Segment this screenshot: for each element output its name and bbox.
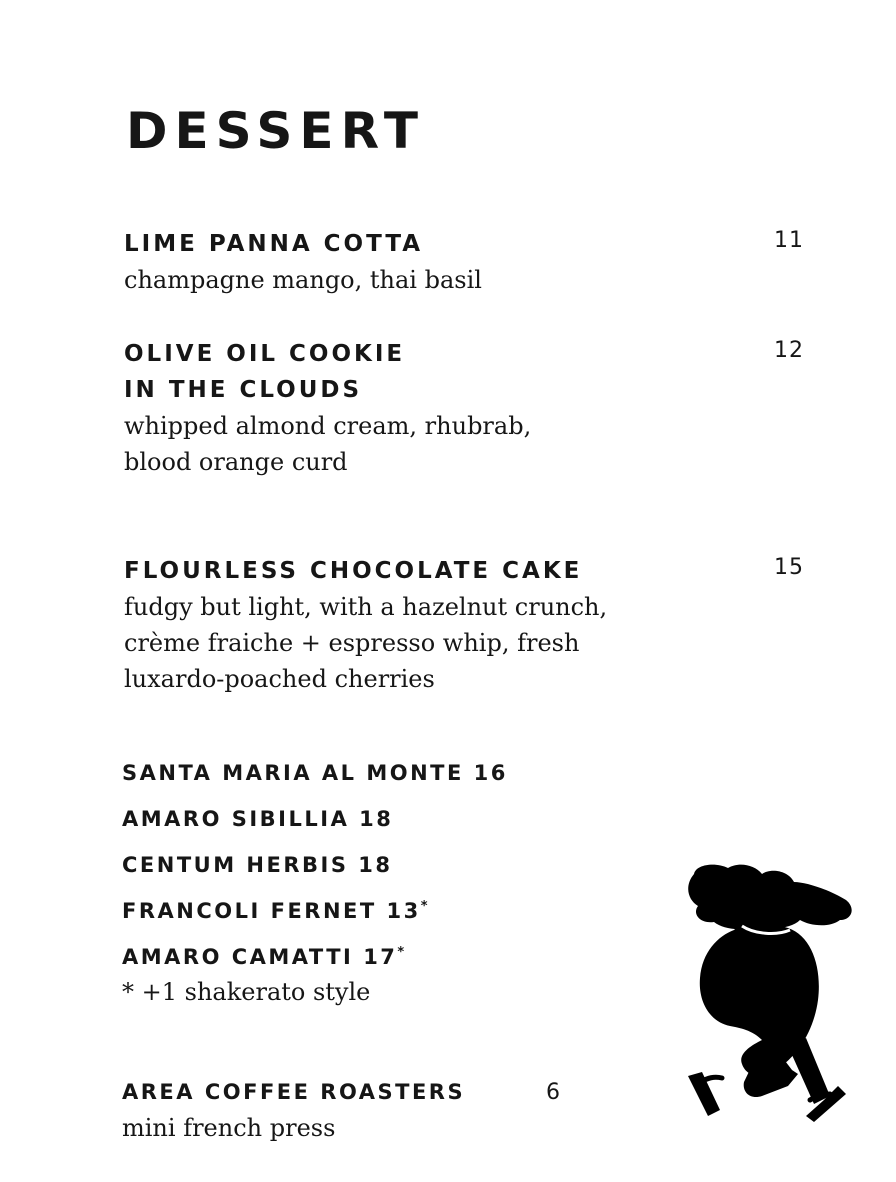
item-description: champagne mango, thai basil — [124, 266, 482, 294]
menu-item-flourless-chocolate-cake — [124, 553, 804, 697]
amaro-item: FRANCOLI FERNET 13* — [122, 899, 428, 923]
item-price: 12 — [774, 338, 804, 363]
item-price: 11 — [774, 228, 804, 253]
item-description: whipped almond cream, rhubrab, blood orange curd — [124, 412, 532, 476]
item-name: AREA COFFEE ROASTERS — [122, 1080, 466, 1104]
menu-item-olive-oil-cookie — [124, 336, 804, 480]
amaro-item: SANTA MARIA AL MONTE 16 — [122, 761, 508, 785]
item-price: 6 — [546, 1080, 560, 1105]
amaro-item: CENTUM HERBIS 18 — [122, 853, 393, 877]
amaro-item: AMARO SIBILLIA 18 — [122, 807, 394, 831]
walking-figure-icon — [680, 860, 856, 1124]
menu-item-coffee — [122, 1074, 465, 1146]
item-name: FLOURLESS CHOCOLATE CAKE — [124, 558, 583, 584]
amaro-item: AMARO CAMATTI 17* — [122, 945, 405, 969]
item-name: OLIVE OIL COOKIE IN THE CLOUDS — [124, 341, 406, 403]
item-price: 15 — [774, 555, 804, 580]
amari-list — [122, 748, 508, 1010]
page-title: DESSERT — [126, 102, 425, 160]
item-description: fudgy but light, with a hazelnut crunch, crème fraiche + espresso whip, fresh luxardo-poached cherries — [124, 593, 608, 693]
shakerato-note: * +1 shakerato style — [122, 978, 371, 1006]
menu-item-lime-panna-cotta — [124, 226, 804, 298]
item-name: LIME PANNA COTTA — [124, 231, 424, 257]
item-description: mini french press — [122, 1114, 336, 1142]
